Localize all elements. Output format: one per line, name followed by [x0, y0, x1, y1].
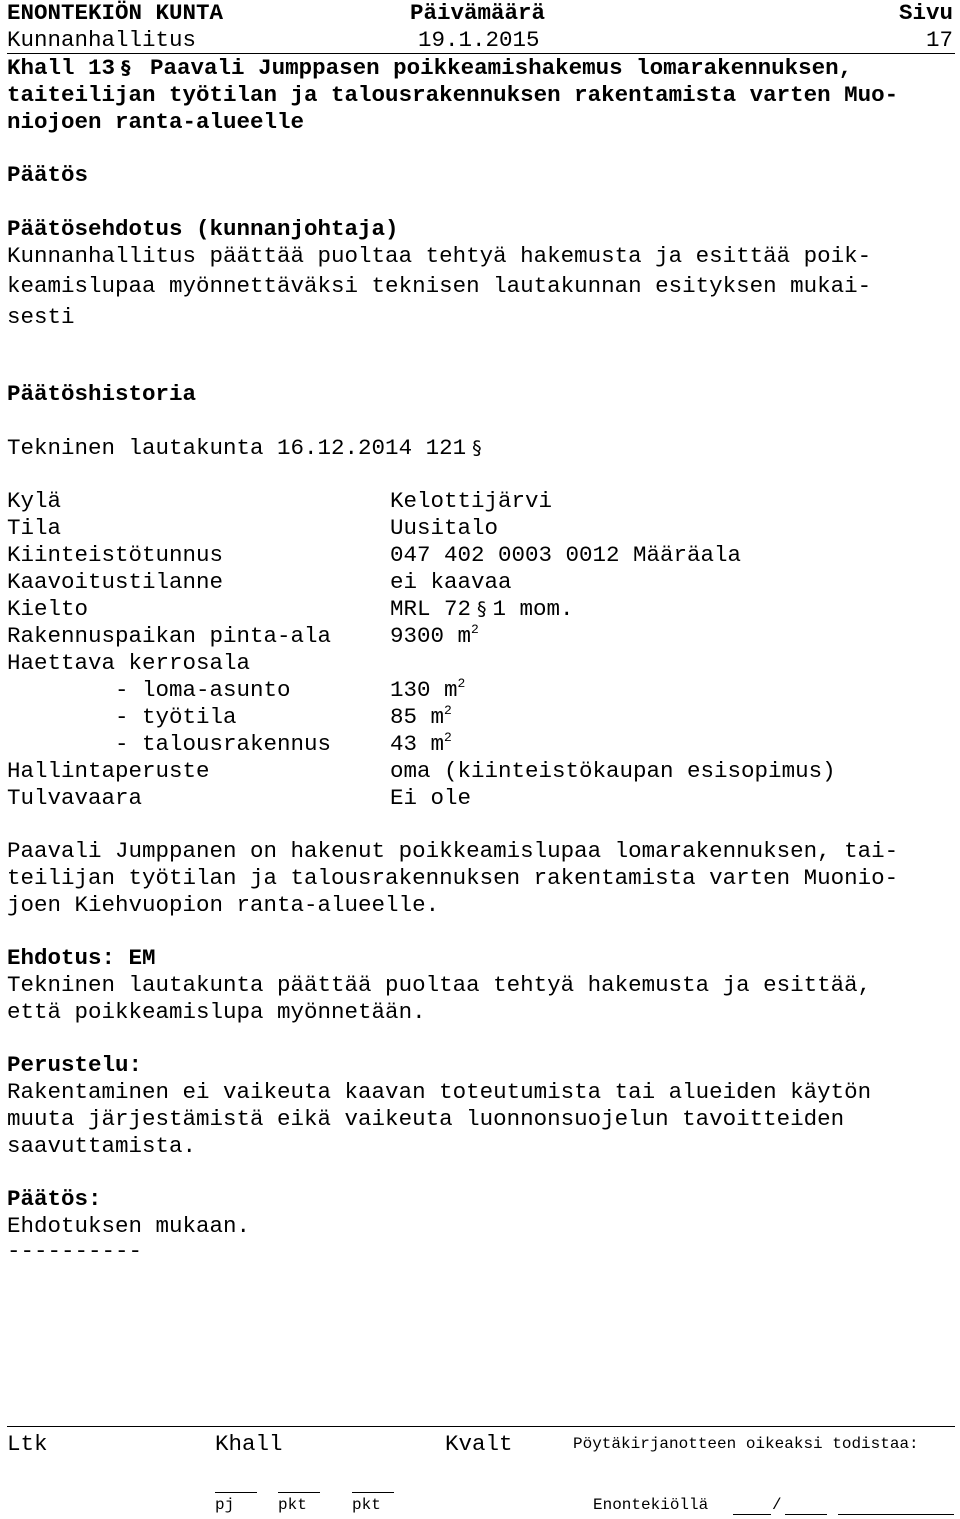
detail-key: - loma-asunto: [7, 677, 291, 703]
header-row-2: [0, 27, 960, 53]
detail-value: [390, 623, 479, 649]
detail-value: [390, 596, 574, 622]
detail-value: [390, 731, 452, 757]
signature-blank: [215, 1476, 257, 1493]
area-unit-exponent: 2: [457, 676, 466, 691]
description-line: teilijan työtilan ja talousrakennuksen rakentamista varten Muonio-: [7, 865, 899, 891]
detail-value: [390, 677, 465, 703]
board-meeting: Tekninen lautakunta 16.12.2014 121: [7, 435, 467, 461]
footer-divider: [7, 1426, 955, 1427]
rationale-heading: Perustelu:: [7, 1052, 143, 1078]
decision-heading: Päätös: [7, 162, 89, 188]
decision-proposal-heading: Päätösehdotus (kunnanjohtaja): [7, 216, 399, 242]
detail-value: 047 402 0003 0012 Määräala: [390, 542, 742, 568]
date-month-blank: [785, 1498, 827, 1515]
detail-value: oma (kiinteistökaupan esisopimus): [390, 758, 836, 784]
detail-key: - työtila: [7, 704, 237, 730]
law-reference: MRL 72: [390, 596, 472, 622]
proposal-line: että poikkeamislupa myönnetään.: [7, 999, 426, 1025]
organization-name: ENONTEKIÖN KUNTA: [7, 0, 224, 26]
area-value: 9300 m: [390, 623, 472, 649]
page-label: Sivu: [898, 0, 953, 26]
section-sign: §: [477, 598, 487, 620]
footer-kvalt: Kvalt: [445, 1431, 513, 1457]
detail-key: Kylä: [7, 488, 62, 514]
footer-pkt: pkt: [278, 1496, 307, 1514]
description-line: Paavali Jumppanen on hakenut poikkeamislupaa lomarakennuksen, tai-: [7, 838, 899, 864]
signature-blank: [352, 1476, 394, 1493]
signature-blank: [278, 1476, 320, 1493]
area-unit-exponent: 2: [444, 730, 452, 745]
proposal-line: Tekninen lautakunta päättää puoltaa tehtyä hakemusta ja esittää,: [7, 972, 872, 998]
footer-ltk: Ltk: [7, 1431, 48, 1457]
date-label: Päivämäärä: [410, 0, 546, 26]
decision-proposal-line: sesti: [7, 304, 75, 330]
page-number: 17: [925, 27, 953, 53]
footer-slash: /: [772, 1496, 782, 1514]
detail-key: Tila: [7, 515, 62, 541]
detail-key: Haettava kerrosala: [7, 650, 251, 676]
item-title-line-3: niojoen ranta-alueelle: [7, 109, 305, 135]
footer-pj: pj: [215, 1496, 235, 1514]
footer-pkt: pkt: [352, 1496, 381, 1514]
area-value: 130 m: [390, 677, 458, 703]
detail-value: Uusitalo: [390, 515, 499, 541]
detail-key: Kiinteistötunnus: [7, 542, 224, 568]
description-line: joen Kiehvuopion ranta-alueelle.: [7, 892, 440, 918]
rationale-line: Rakentaminen ei vaikeuta kaavan toteutumista tai alueiden käytön: [7, 1079, 872, 1105]
meeting-date: 19.1.2015: [418, 27, 540, 53]
header-divider: [7, 53, 955, 54]
detail-key: Hallintaperuste: [7, 758, 210, 784]
item-number: Khall 13: [7, 55, 116, 81]
footer-khall: Khall: [215, 1431, 283, 1457]
area-unit-exponent: 2: [444, 703, 452, 718]
header-row-1: [0, 0, 960, 26]
decision-proposal-line: keamislupaa myönnettäväksi teknisen lautakunnan esityksen mukai-: [7, 273, 872, 299]
rationale-line: saavuttamista.: [7, 1133, 197, 1159]
item-title-line-2: taiteilijan työtilan ja talousrakennuksen rakentamista varten Muo-: [7, 82, 899, 108]
section-sign: §: [472, 437, 482, 459]
detail-key: Kaavoitustilanne: [7, 569, 224, 595]
area-value: 85 m: [390, 704, 445, 730]
detail-key: Kielto: [7, 596, 89, 622]
rationale-line: muuta järjestämistä eikä vaikeuta luonnonsuojelun tavoitteiden: [7, 1106, 845, 1132]
body-name: Kunnanhallitus: [7, 27, 197, 53]
area-unit-exponent: 2: [471, 622, 479, 637]
detail-key: - talousrakennus: [7, 731, 332, 757]
signature-blank: [838, 1498, 954, 1515]
detail-key: Rakennuspaikan pinta-ala: [7, 623, 332, 649]
footer-place: Enontekiöllä: [593, 1496, 709, 1514]
detail-value: Ei ole: [390, 785, 472, 811]
proposal-heading: Ehdotus: EM: [7, 945, 156, 971]
detail-value: ei kaavaa: [390, 569, 512, 595]
footer-certify: Pöytäkirjanotteen oikeaksi todistaa:: [573, 1435, 919, 1453]
detail-value: [390, 704, 452, 730]
final-decision-text: Ehdotuksen mukaan.: [7, 1213, 251, 1239]
history-heading: Päätöshistoria: [7, 381, 197, 407]
final-decision-heading: Päätös:: [7, 1186, 102, 1212]
item-title: Paavali Jumppasen poikkeamishakemus lomarakennuksen,: [150, 55, 853, 81]
history-board-line: [7, 435, 488, 461]
item-title-line-1: [7, 55, 852, 81]
area-value: 43 m: [390, 731, 445, 757]
law-subsection: 1 mom.: [492, 596, 574, 622]
date-day-blank: [733, 1498, 771, 1515]
section-sign: §: [121, 57, 131, 79]
end-dashes: ----------: [7, 1238, 143, 1264]
decision-proposal-line: Kunnanhallitus päättää puoltaa tehtyä hakemusta ja esittää poik-: [7, 243, 872, 269]
detail-value: Kelottijärvi: [390, 488, 553, 514]
detail-key: Tulvavaara: [7, 785, 143, 811]
